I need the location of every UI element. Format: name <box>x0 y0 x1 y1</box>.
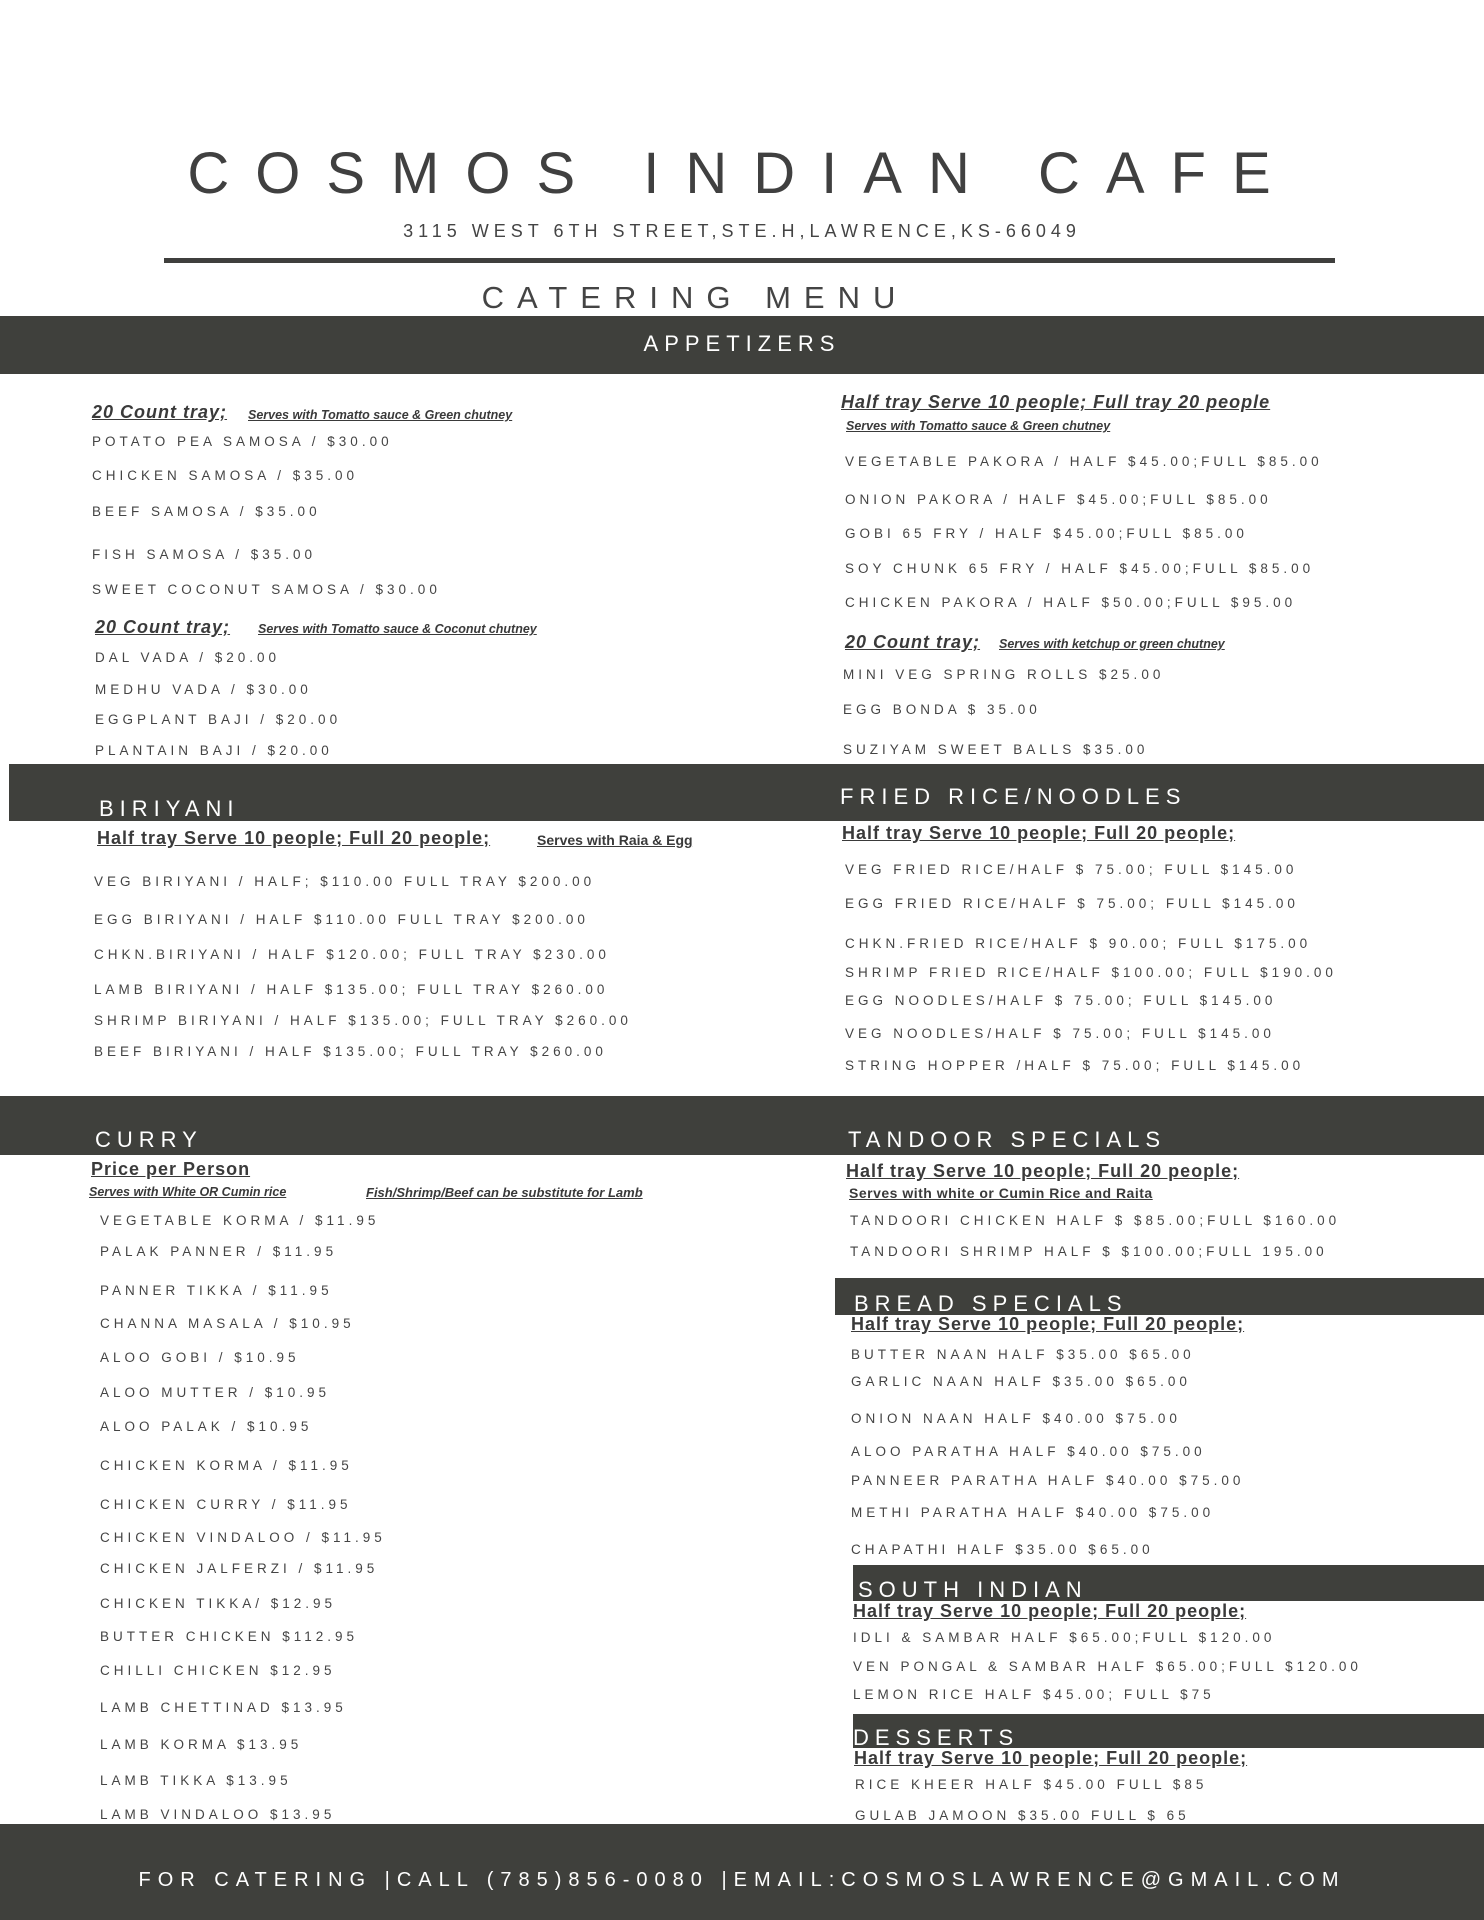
menu-subtitle: CATERING MENU <box>481 280 909 315</box>
menu-item: PLANTAIN BAJI / $20.00 <box>95 743 333 758</box>
tandoor-heading: Half tray Serve 10 people; Full 20 people; <box>846 1161 1240 1181</box>
menu-item: VEGETABLE KORMA / $11.95 <box>100 1213 380 1228</box>
biriyani-heading: Half tray Serve 10 people; Full 20 people; <box>97 828 491 848</box>
tandoor-title: TANDOOR SPECIALS <box>848 1127 1167 1152</box>
menu-item: BEEF BIRIYANI / HALF $135.00; FULL TRAY $260.00 <box>94 1044 607 1059</box>
menu-item: LAMB BIRIYANI / HALF $135.00; FULL TRAY $260.00 <box>94 982 609 997</box>
appetizers-right-group2-heading: 20 Count tray; <box>845 632 981 652</box>
appetizers-title: APPETIZERS <box>643 331 841 356</box>
menu-item: CHICKEN CURRY / $11.95 <box>100 1497 352 1512</box>
menu-item: ONION NAAN HALF $40.00 $75.00 <box>851 1411 1181 1426</box>
menu-item: VEG FRIED RICE/HALF $ 75.00; FULL $145.00 <box>845 862 1298 877</box>
menu-item: EGG NOODLES/HALF $ 75.00; FULL $145.00 <box>845 993 1277 1008</box>
appetizers-left-group1-heading: 20 Count tray; <box>92 402 228 422</box>
menu-item: CHANNA MASALA / $10.95 <box>100 1316 355 1331</box>
appetizers-left-group1-note: Serves with Tomatto sauce & Green chutney <box>248 408 513 422</box>
menu-item: ALOO GOBI / $10.95 <box>100 1350 300 1365</box>
bread-title: BREAD SPECIALS <box>854 1291 1128 1316</box>
footer-contact: FOR CATERING |CALL (785)856-0080 |EMAIL:COSMOSLAWRENCE@GMAIL.COM <box>138 1869 1346 1891</box>
menu-item: PANNEER PARATHA HALF $40.00 $75.00 <box>851 1473 1245 1488</box>
tandoor-note: Serves with white or Cumin Rice and Raita <box>849 1185 1153 1201</box>
fried-rice-heading: Half tray Serve 10 people; Full 20 people; <box>842 823 1236 843</box>
menu-item: VEGETABLE PAKORA / HALF $45.00;FULL $85.00 <box>845 454 1323 469</box>
menu-item: CHKN.BIRIYANI / HALF $120.00; FULL TRAY $230.00 <box>94 947 610 962</box>
menu-item: BUTTER CHICKEN $112.95 <box>100 1629 359 1644</box>
curry-title: CURRY <box>95 1127 203 1152</box>
menu-item: CHILLI CHICKEN $12.95 <box>100 1663 336 1678</box>
menu-item: SOY CHUNK 65 FRY / HALF $45.00;FULL $85.00 <box>845 561 1315 576</box>
menu-item: POTATO PEA SAMOSA / $30.00 <box>92 434 393 449</box>
menu-item: CHICKEN JALFERZI / $11.95 <box>100 1561 379 1576</box>
menu-item: CHICKEN SAMOSA / $35.00 <box>92 468 359 483</box>
menu-item: FISH SAMOSA / $35.00 <box>92 547 317 562</box>
menu-item: EGG FRIED RICE/HALF $ 75.00; FULL $145.00 <box>845 896 1299 911</box>
menu-item: PALAK PANNER / $11.95 <box>100 1244 338 1259</box>
menu-item: MEDHU VADA / $30.00 <box>95 682 312 697</box>
menu-item: METHI PARATHA HALF $40.00 $75.00 <box>851 1505 1215 1520</box>
restaurant-address: 3115 WEST 6TH STREET,STE.H,LAWRENCE,KS-66049 <box>403 221 1081 241</box>
menu-item: SHRIMP BIRIYANI / HALF $135.00; FULL TRAY $260.00 <box>94 1013 632 1028</box>
curry-note-substitute: Fish/Shrimp/Beef can be substitute for Lamb <box>366 1185 643 1200</box>
curry-note-rice: Serves with White OR Cumin rice <box>89 1185 287 1199</box>
menu-item: GOBI 65 FRY / HALF $45.00;FULL $85.00 <box>845 526 1248 541</box>
biriyani-note: Serves with Raia & Egg <box>537 832 693 848</box>
menu-item: GULAB JAMOON $35.00 FULL $ 65 <box>855 1808 1190 1823</box>
biriyani-title: BIRIYANI <box>99 796 240 821</box>
curry-heading: Price per Person <box>91 1159 251 1179</box>
menu-item: CHICKEN TIKKA/ $12.95 <box>100 1596 337 1611</box>
header-divider <box>164 258 1335 263</box>
south-indian-heading: Half tray Serve 10 people; Full 20 people; <box>853 1601 1247 1621</box>
menu-item: BUTTER NAAN HALF $35.00 $65.00 <box>851 1347 1195 1362</box>
menu-item: IDLI & SAMBAR HALF $65.00;FULL $120.00 <box>853 1630 1276 1645</box>
menu-item: CHICKEN VINDALOO / $11.95 <box>100 1530 386 1545</box>
bread-heading: Half tray Serve 10 people; Full 20 people; <box>851 1314 1245 1334</box>
menu-item: LAMB TIKKA $13.95 <box>100 1773 292 1788</box>
menu-item: PANNER TIKKA / $11.95 <box>100 1283 333 1298</box>
menu-item: LAMB VINDALOO $13.95 <box>100 1807 336 1822</box>
desserts-title: DESSERTS <box>853 1725 1020 1750</box>
menu-item: SHRIMP FRIED RICE/HALF $100.00; FULL $190.00 <box>845 965 1337 980</box>
menu-item: SWEET COCONUT SAMOSA / $30.00 <box>92 582 441 597</box>
menu-item: LAMB CHETTINAD $13.95 <box>100 1700 347 1715</box>
menu-item: CHICKEN PAKORA / HALF $50.00;FULL $95.00 <box>845 595 1297 610</box>
menu-item: LEMON RICE HALF $45.00; FULL $75 <box>853 1687 1215 1702</box>
appetizers-right-group1-note: Serves with Tomatto sauce & Green chutney <box>846 419 1111 433</box>
menu-item: SUZIYAM SWEET BALLS $35.00 <box>843 742 1149 757</box>
desserts-heading: Half tray Serve 10 people; Full 20 people; <box>854 1748 1248 1768</box>
menu-item: CHAPATHI HALF $35.00 $65.00 <box>851 1542 1154 1557</box>
menu-item: VEG NOODLES/HALF $ 75.00; FULL $145.00 <box>845 1026 1275 1041</box>
menu-item: BEEF SAMOSA / $35.00 <box>92 504 321 519</box>
menu-item: STRING HOPPER /HALF $ 75.00; FULL $145.00 <box>845 1058 1305 1073</box>
menu-item: DAL VADA / $20.00 <box>95 650 281 665</box>
menu-item: ALOO PALAK / $10.95 <box>100 1419 313 1434</box>
appetizers-left-group2-heading: 20 Count tray; <box>95 617 231 637</box>
restaurant-title: COSMOS INDIAN CAFE <box>187 141 1297 206</box>
menu-item: CHKN.FRIED RICE/HALF $ 90.00; FULL $175.00 <box>845 936 1312 951</box>
menu-item: VEG BIRIYANI / HALF; $110.00 FULL TRAY $200.00 <box>94 874 596 889</box>
menu-item: CHICKEN KORMA / $11.95 <box>100 1458 353 1473</box>
menu-item: ALOO MUTTER / $10.95 <box>100 1385 331 1400</box>
menu-item: EGG BIRIYANI / HALF $110.00 FULL TRAY $200.00 <box>94 912 589 927</box>
fried-rice-title: FRIED RICE/NOODLES <box>840 784 1187 809</box>
menu-item: ALOO PARATHA HALF $40.00 $75.00 <box>851 1444 1206 1459</box>
appetizers-right-group2-note: Serves with ketchup or green chutney <box>999 637 1225 651</box>
appetizers-right-group1-heading: Half tray Serve 10 people; Full tray 20 people <box>841 392 1271 412</box>
south-indian-title: SOUTH INDIAN <box>858 1577 1088 1602</box>
appetizers-left-group2-note: Serves with Tomatto sauce & Coconut chutney <box>258 622 537 636</box>
menu-item: TANDOORI SHRIMP HALF $ $100.00;FULL 195.00 <box>850 1244 1328 1259</box>
curry-tandoor-band <box>0 1096 1484 1155</box>
menu-item: TANDOORI CHICKEN HALF $ $85.00;FULL $160.00 <box>850 1213 1341 1228</box>
menu-item: GARLIC NAAN HALF $35.00 $65.00 <box>851 1374 1191 1389</box>
menu-item: VEN PONGAL & SAMBAR HALF $65.00;FULL $120.00 <box>853 1659 1362 1674</box>
menu-item: RICE KHEER HALF $45.00 FULL $85 <box>855 1777 1208 1792</box>
menu-item: ONION PAKORA / HALF $45.00;FULL $85.00 <box>845 492 1272 507</box>
menu-item: EGGPLANT BAJI / $20.00 <box>95 712 342 727</box>
menu-item: EGG BONDA $ 35.00 <box>843 702 1041 717</box>
menu-item: MINI VEG SPRING ROLLS $25.00 <box>843 667 1165 682</box>
menu-item: LAMB KORMA $13.95 <box>100 1737 303 1752</box>
